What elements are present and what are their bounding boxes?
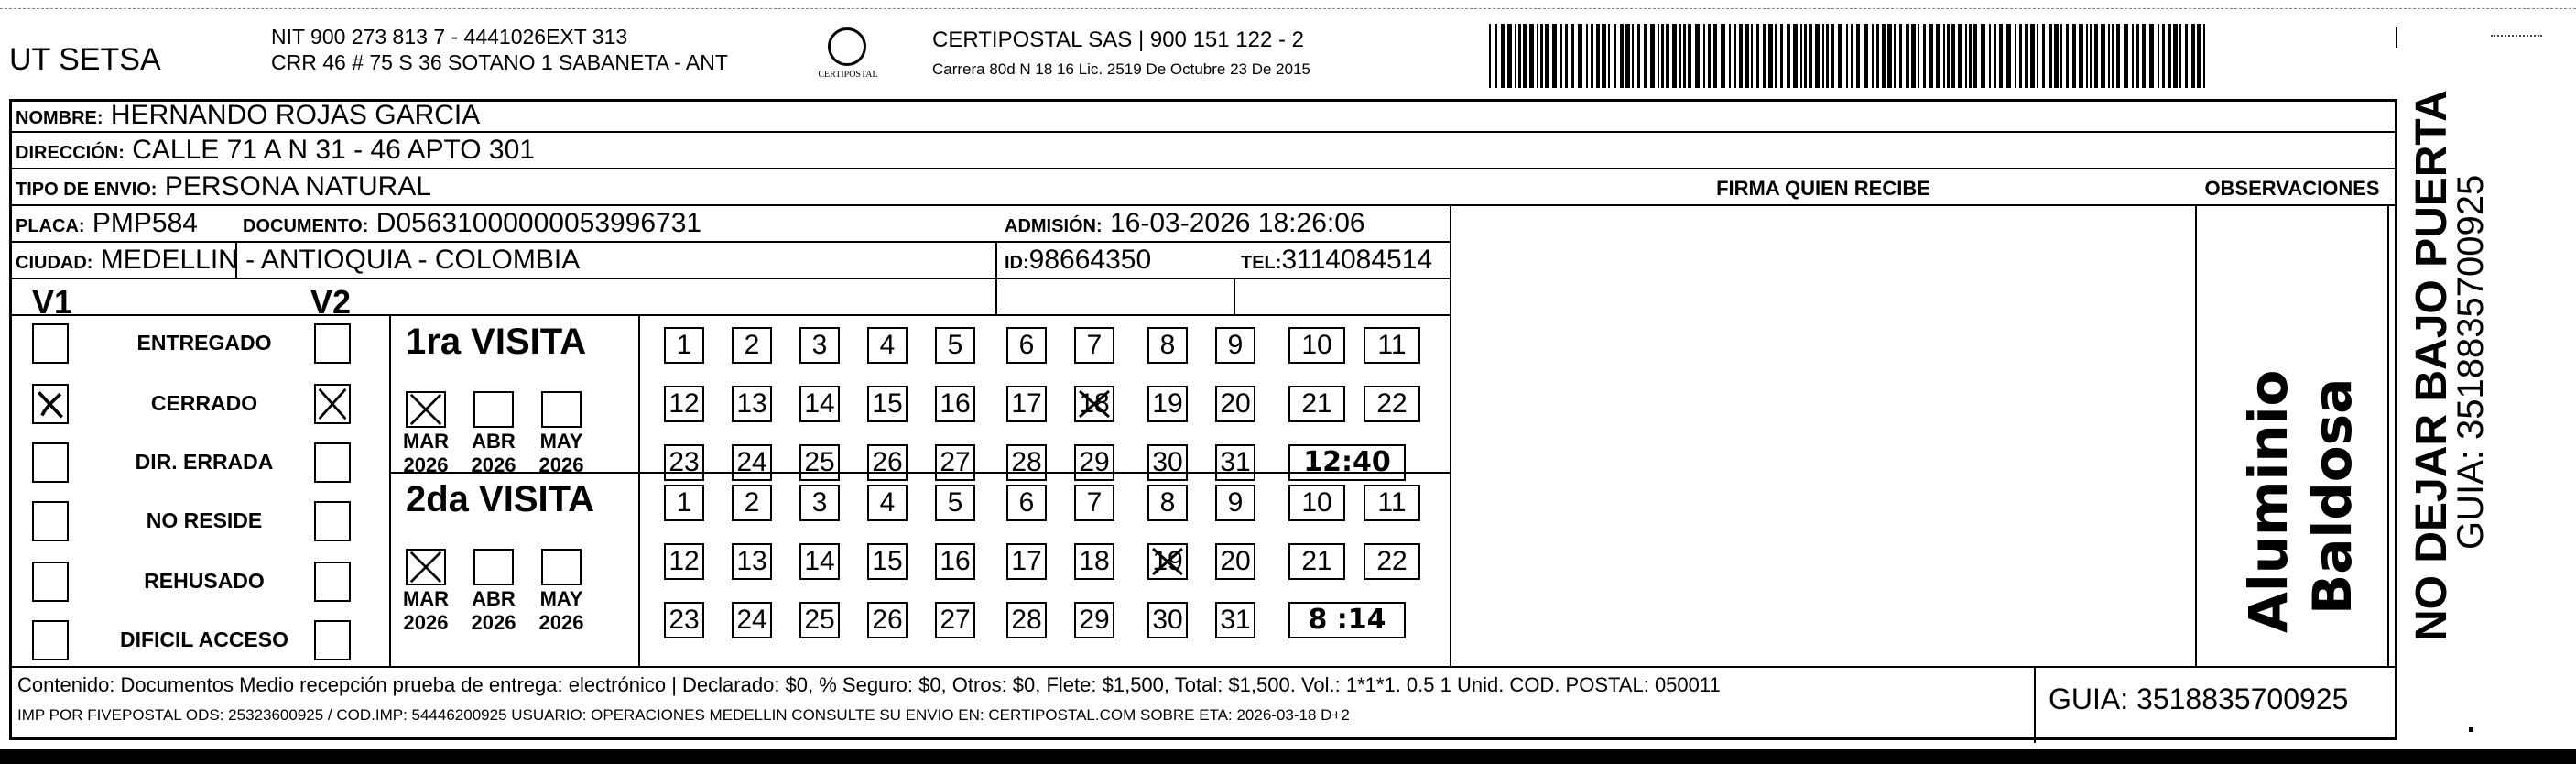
day-cell[interactable]: 11 xyxy=(1364,485,1420,521)
month-checkbox[interactable] xyxy=(473,549,514,585)
day-cell[interactable]: 13 xyxy=(732,543,772,580)
day-mark-icon xyxy=(1074,386,1114,422)
v1-checkbox[interactable] xyxy=(32,620,69,660)
day-cell[interactable]: 6 xyxy=(1006,485,1047,521)
v2-checkbox[interactable] xyxy=(314,442,351,483)
day-cell[interactable]: 17 xyxy=(1006,543,1047,580)
id-field: ID:98664350 xyxy=(1005,245,1152,275)
day-cell[interactable]: 10 xyxy=(1288,485,1345,521)
day-cell[interactable]: 19 xyxy=(1147,386,1188,422)
day-cell[interactable]: 28 xyxy=(1006,602,1047,638)
v1-checkbox[interactable] xyxy=(32,442,69,483)
v1-checkbox[interactable] xyxy=(32,323,69,364)
v1-checkbox[interactable] xyxy=(32,501,69,541)
footer-contenido: Contenido: Documentos Medio recepción prueba de entrega: electrónico | Declarado: $0, % Seguro: $0, Otros: $0, Flete: $1,500, Total: $1,500. Vol.: 1*1*1. 0.5 1 Unid. COD. POSTAL: 050011 xyxy=(17,673,1721,696)
day-mark-icon xyxy=(1147,543,1188,580)
day-cell[interactable]: 26 xyxy=(867,444,908,481)
observaciones-header: OBSERVACIONES xyxy=(2204,177,2380,200)
visit-title: 2da VISITA xyxy=(406,479,594,519)
day-cell[interactable]: 31 xyxy=(1215,602,1255,638)
status-option-label: NO RESIDE xyxy=(146,508,263,532)
day-cell[interactable]: 15 xyxy=(867,386,908,422)
month-checkbox[interactable] xyxy=(406,549,446,585)
admision-value: 16-03-2026 18:26:06 xyxy=(1110,208,1365,238)
v1-checkbox[interactable] xyxy=(32,384,69,424)
day-cell[interactable]: 5 xyxy=(935,485,975,521)
tear-mark xyxy=(2491,35,2542,37)
top-tear-strip xyxy=(0,0,2576,9)
side-guia: GUIA: 3518835700925 xyxy=(2451,174,2491,550)
visit-time[interactable]: 8 :14 xyxy=(1288,602,1406,638)
company-nit: NIT 900 273 813 7 - 4441026EXT 313 CRR 46 # 75 S 36 SOTANO 1 SABANETA - ANT xyxy=(271,25,728,74)
certipostal-address: Carrera 80d N 18 16 Lic. 2519 De Octubre 23 De 2015 xyxy=(932,60,1310,78)
direccion-value: CALLE 71 A N 31 - 46 APTO 301 xyxy=(132,135,535,165)
month-label: MAR 2026 xyxy=(402,430,450,476)
day-cell[interactable]: 5 xyxy=(935,327,975,364)
day-cell[interactable]: 8 xyxy=(1147,327,1188,364)
day-cell[interactable]: 29 xyxy=(1074,444,1114,481)
day-cell[interactable]: 30 xyxy=(1147,602,1188,638)
day-cell[interactable]: 10 xyxy=(1288,327,1345,364)
side-warning: NO DEJAR BAJO PUERTA xyxy=(2408,90,2456,641)
day-cell[interactable]: 4 xyxy=(867,485,908,521)
day-cell[interactable]: 23 xyxy=(664,602,704,638)
observation-handwritten-1: Aluminio xyxy=(2237,369,2299,633)
month-checkbox[interactable] xyxy=(541,549,582,585)
firma-header: FIRMA QUIEN RECIBE xyxy=(1716,177,1930,200)
day-cell[interactable]: 22 xyxy=(1364,386,1420,422)
day-cell[interactable]: 26 xyxy=(867,602,908,638)
placa-value: PMP584 xyxy=(92,208,198,238)
day-cell[interactable]: 2 xyxy=(732,485,772,521)
day-cell[interactable]: 27 xyxy=(935,602,975,638)
certipostal-title: CERTIPOSTAL SAS | 900 151 122 - 2 xyxy=(932,27,1304,52)
month-checkbox[interactable] xyxy=(406,391,446,428)
month-checkbox[interactable] xyxy=(541,391,582,428)
v1-label: V1 xyxy=(32,283,73,321)
day-cell[interactable]: 6 xyxy=(1006,327,1047,364)
status-option-label: DIR. ERRADA xyxy=(135,450,274,474)
v2-checkbox[interactable] xyxy=(314,501,351,541)
documento-value: D05631000000053996731 xyxy=(375,208,702,238)
ciudad-field: CIUDAD: MEDELLIN - ANTIOQUIA - COLOMBIA xyxy=(16,245,581,275)
delivery-form xyxy=(9,99,2397,740)
day-cell[interactable]: 31 xyxy=(1215,444,1255,481)
day-cell[interactable]: 14 xyxy=(799,386,840,422)
logo-emblem-icon xyxy=(828,27,866,66)
day-cell[interactable]: 3 xyxy=(799,327,840,364)
day-cell[interactable]: 25 xyxy=(799,444,840,481)
day-cell[interactable]: 19 xyxy=(1147,543,1188,580)
day-cell[interactable]: 16 xyxy=(935,543,975,580)
day-cell[interactable]: 30 xyxy=(1147,444,1188,481)
tipo-envio-field: TIPO DE ENVIO: PERSONA NATURAL xyxy=(16,171,431,202)
day-cell[interactable]: 7 xyxy=(1074,327,1114,364)
status-option-label: DIFICIL ACCESO xyxy=(119,628,288,651)
day-cell[interactable]: 16 xyxy=(935,386,975,422)
day-cell[interactable]: 15 xyxy=(867,543,908,580)
barcode-icon xyxy=(1489,24,2212,88)
day-cell[interactable]: 9 xyxy=(1215,327,1255,364)
day-cell[interactable]: 23 xyxy=(664,444,704,481)
v2-label: V2 xyxy=(310,283,352,321)
status-option-label: ENTREGADO xyxy=(136,331,272,355)
day-cell[interactable]: 25 xyxy=(799,602,840,638)
day-cell[interactable]: 1 xyxy=(664,327,704,364)
month-checkbox[interactable] xyxy=(473,391,514,428)
day-cell[interactable]: 24 xyxy=(732,444,772,481)
day-cell[interactable]: 21 xyxy=(1288,543,1345,580)
day-cell[interactable]: 29 xyxy=(1074,602,1114,638)
footer-guia: GUIA: 3518835700925 xyxy=(2049,682,2349,715)
day-cell[interactable]: 12 xyxy=(664,543,704,580)
day-cell[interactable]: 1 xyxy=(664,485,704,521)
placa-field: PLACA: PMP584 xyxy=(16,208,198,238)
v2-checkbox[interactable] xyxy=(314,562,351,602)
status-option-label: CERRADO xyxy=(150,391,258,415)
tel-value: 3114084514 xyxy=(1281,245,1433,275)
day-cell[interactable]: 18 xyxy=(1074,543,1114,580)
observation-handwritten-2: Baldosa xyxy=(2301,377,2364,615)
visit-time[interactable]: 12:40 xyxy=(1288,444,1406,481)
day-cell[interactable]: 24 xyxy=(732,602,772,638)
month-label: MAY 2026 xyxy=(538,587,584,634)
day-cell[interactable]: 14 xyxy=(799,543,840,580)
month-label: MAY 2026 xyxy=(538,430,584,476)
v1-checkbox[interactable] xyxy=(32,562,69,602)
documento-field: DOCUMENTO: D05631000000053996731 xyxy=(243,208,702,238)
tel-field: TEL:3114084514 xyxy=(1241,245,1433,275)
day-cell[interactable]: 11 xyxy=(1364,327,1420,364)
day-cell[interactable]: 4 xyxy=(867,327,908,364)
day-cell[interactable]: 3 xyxy=(799,485,840,521)
id-value: 98664350 xyxy=(1028,245,1152,275)
v2-checkbox[interactable] xyxy=(314,620,351,660)
day-cell[interactable]: 22 xyxy=(1364,543,1420,580)
dot-mark xyxy=(2469,727,2473,732)
day-cell[interactable]: 27 xyxy=(935,444,975,481)
visit-title: 1ra VISITA xyxy=(406,322,587,362)
day-cell[interactable]: 12 xyxy=(664,386,704,422)
day-cell[interactable]: 17 xyxy=(1006,386,1047,422)
company-name: UT SETSA xyxy=(9,42,161,77)
day-cell[interactable]: 9 xyxy=(1215,485,1255,521)
divider xyxy=(2396,27,2397,48)
day-cell[interactable]: 20 xyxy=(1215,543,1255,580)
day-cell[interactable]: 13 xyxy=(732,386,772,422)
status-option-label: REHUSADO xyxy=(144,569,265,593)
logo-text: CERTIPOSTAL xyxy=(818,70,878,80)
day-cell[interactable]: 28 xyxy=(1006,444,1047,481)
tipo-envio-value: PERSONA NATURAL xyxy=(164,171,431,202)
nombre-field: NOMBRE: HERNANDO ROJAS GARCIA xyxy=(16,100,481,130)
day-cell[interactable]: 18 xyxy=(1074,386,1114,422)
month-label: ABR 2026 xyxy=(471,430,516,476)
nombre-value: HERNANDO ROJAS GARCIA xyxy=(110,100,481,130)
v2-checkbox[interactable] xyxy=(314,323,351,364)
month-label: ABR 2026 xyxy=(471,587,516,634)
day-cell[interactable]: 2 xyxy=(732,327,772,364)
day-cell[interactable]: 21 xyxy=(1288,386,1345,422)
v2-checkbox[interactable] xyxy=(314,384,351,424)
admision-field: ADMISIÓN: 16-03-2026 18:26:06 xyxy=(1005,208,1365,238)
bottom-tear-bar xyxy=(0,749,2576,764)
ciudad-value: MEDELLIN - ANTIOQUIA - COLOMBIA xyxy=(100,245,581,275)
day-cell[interactable]: 8 xyxy=(1147,485,1188,521)
day-cell[interactable]: 7 xyxy=(1074,485,1114,521)
certipostal-logo xyxy=(810,27,886,86)
footer-impresion: IMP POR FIVEPOSTAL ODS: 25323600925 / COD.IMP: 54446200925 USUARIO: OPERACIONES MEDELLIN CONSULTE SU ENVIO EN: CERTIPOSTAL.COM SOBRE ETA: 2026-03-18 D+2 xyxy=(17,706,1350,724)
direccion-field: DIRECCIÓN: CALLE 71 A N 31 - 46 APTO 301 xyxy=(16,135,535,165)
month-label: MAR 2026 xyxy=(402,587,450,634)
day-cell[interactable]: 20 xyxy=(1215,386,1255,422)
